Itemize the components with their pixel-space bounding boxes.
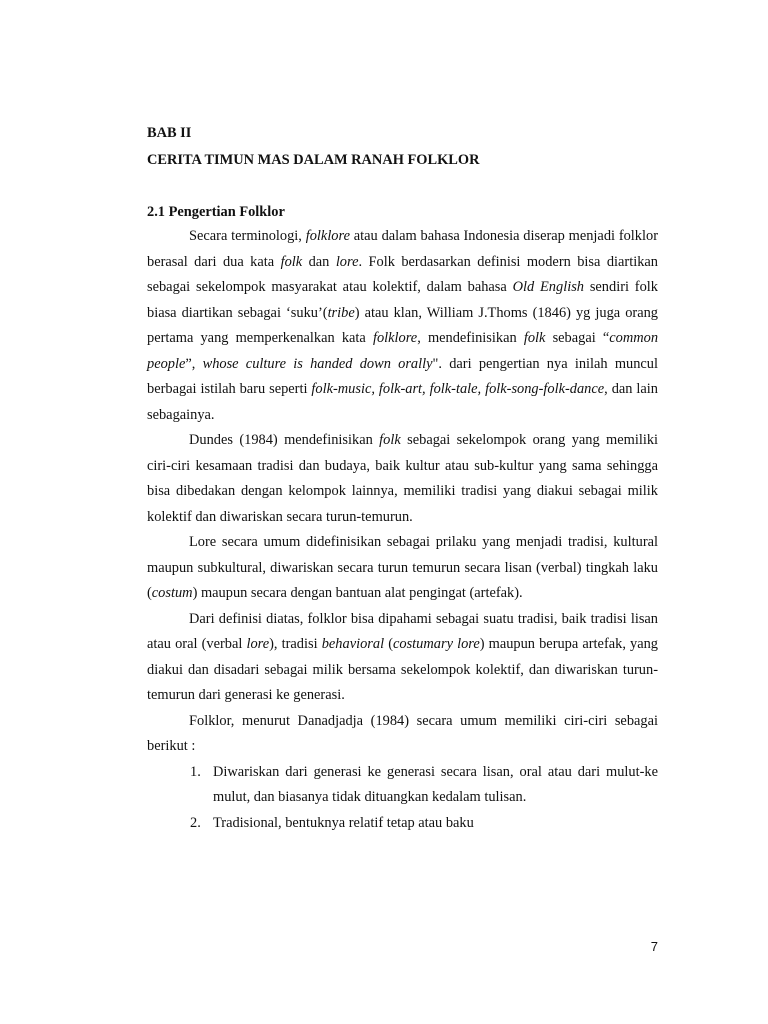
body-text <box>147 224 658 836</box>
paragraph-3: Lore secara umum didefinisikan sebagai prilaku yang menjadi tradisi, kultural maupun subkultural, diwariskan secara turun temurun secara lisan (verbal) tingkah laku (costum) maupun secara dengan bantuan alat pengingat (artefak). <box>147 534 658 601</box>
list-number: 1. <box>190 763 201 780</box>
paragraph-1: Secara terminologi, folklore atau dalam bahasa Indonesia diserap menjadi folklor berasal dari dua kata folk dan lore. Folk berdasarkan definisi modern bisa diartikan sebagai sekelompok masyarakat atau kolektif, dalam bahasa Old English sendiri folk biasa diartikan sebagai ‘suku’(tribe) atau klan, William J.Thoms (1846) yg juga orang pertama yang memperkenalkan kata folklore, mendefinisikan folk sebagai “common people”, whose culture is handed down orally". dari pengertian nya inilah muncul berbagai istilah baru seperti folk-music, folk-art, folk-tale, folk-song-folk-dance, dan lain sebagainya. <box>147 228 659 423</box>
list-number: 2. <box>190 814 201 831</box>
section-title: 2.1 Pengertian Folklor <box>147 204 285 220</box>
chapter-title: CERITA TIMUN MAS DALAM RANAH FOLKLOR <box>147 152 480 168</box>
list-item <box>147 760 658 811</box>
list-text: Diwariskan dari generasi ke generasi secara lisan, oral atau dari mulut-ke mulut, dan biasanya tidak dituangkan kedalam tulisan. <box>213 763 658 805</box>
page-number: 7 <box>650 939 658 954</box>
paragraph-4: Dari definisi diatas, folklor bisa dipahami sebagai suatu tradisi, baik tradisi lisan atau oral (verbal lore), tradisi behavioral (costumary lore) maupun berupa artefak, yang diakui dan disadari sebagai milik bersama sekelompok kolektif, dan diwariskan turun-temurun dari generasi ke generasi. <box>147 610 659 703</box>
paragraph-2: Dundes (1984) mendefinisikan folk sebagai sekelompok orang yang memiliki ciri-ciri kesamaan tradisi dan budaya, baik kultur atau sub-kultur yang sama sehingga bisa dibedakan dengan kelompok lainnya, memiliki tradisi yang diakui sebagai milik kolektif dan diwariskan secara turun-temurun. <box>147 432 659 525</box>
list-text: Tradisional, bentuknya relatif tetap atau baku <box>213 814 474 831</box>
paragraph-5: Folklor, menurut Danadjadja (1984) secara umum memiliki ciri-ciri sebagai berikut : <box>147 712 658 754</box>
characteristics-list <box>147 760 658 837</box>
chapter-label: BAB II <box>147 125 192 141</box>
list-item <box>147 811 658 837</box>
